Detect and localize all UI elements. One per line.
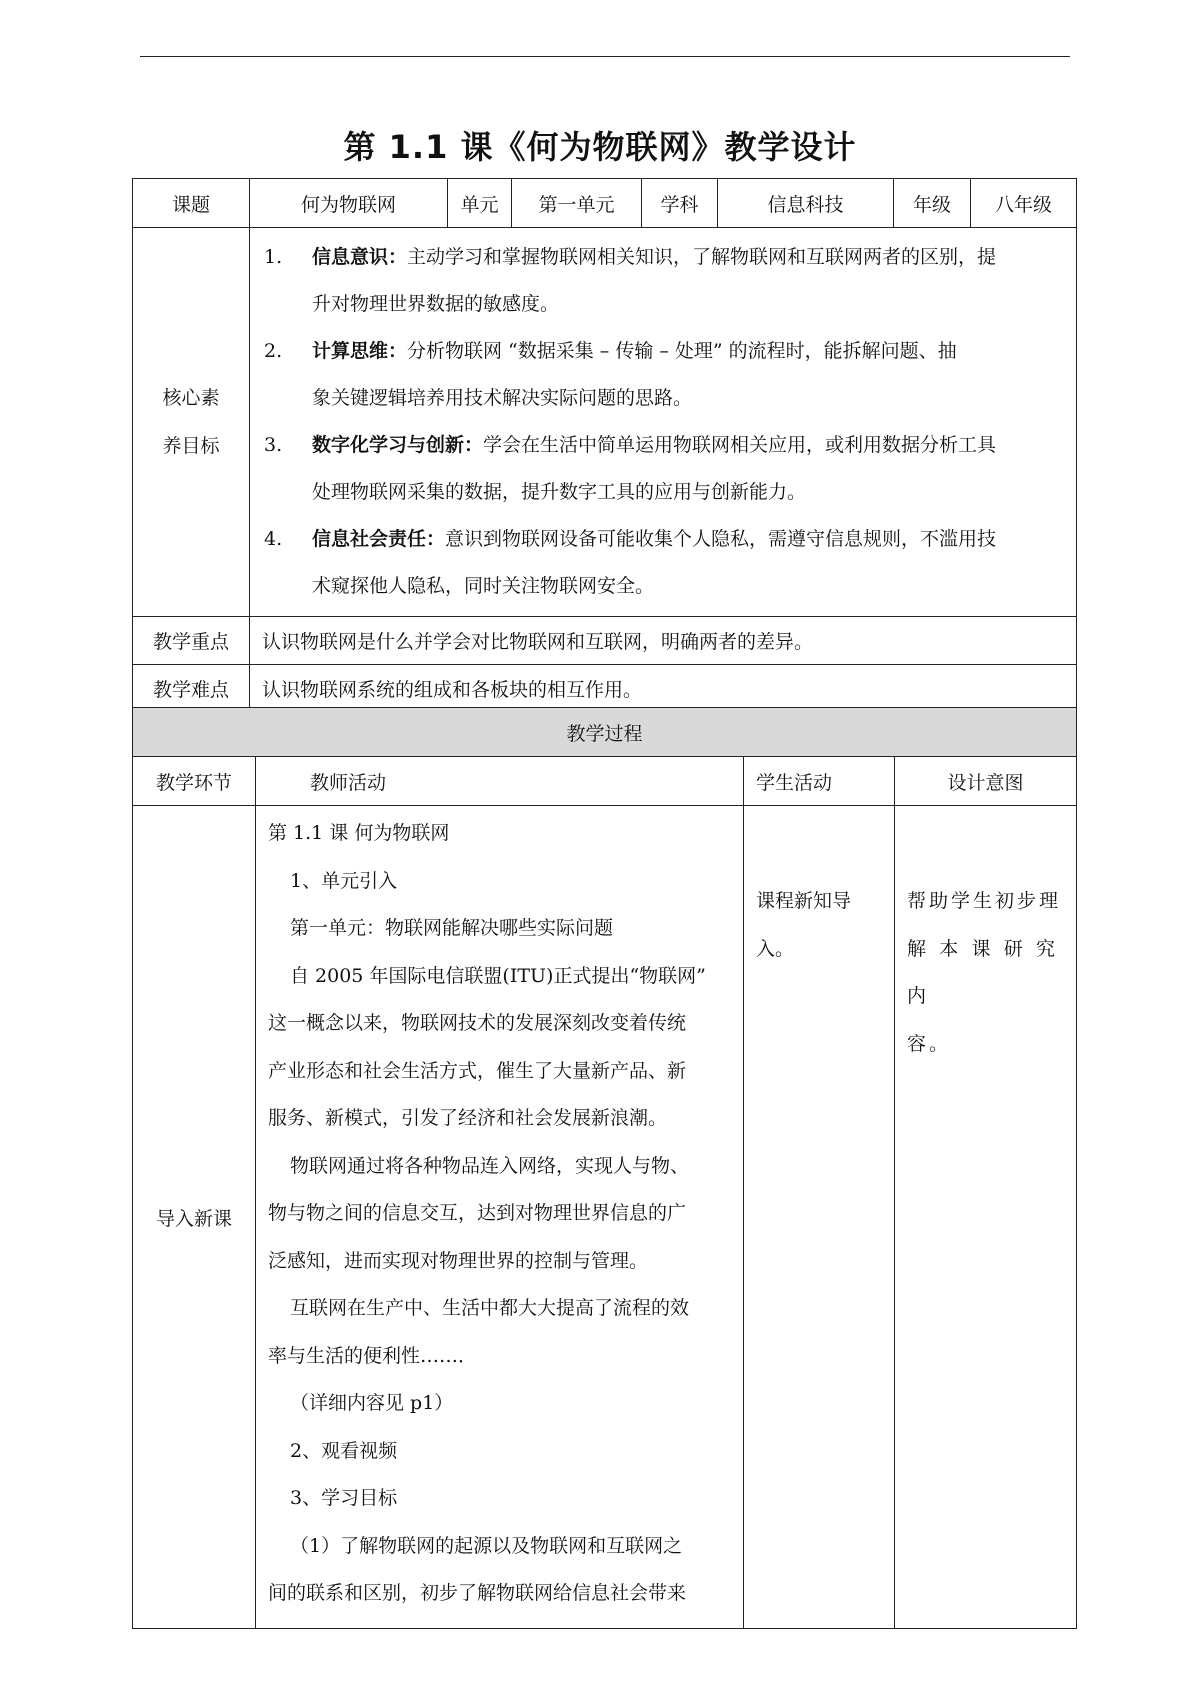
topic-value: 何为物联网	[250, 179, 448, 228]
lesson-info-table	[132, 178, 1077, 713]
goal-text: 分析物联网 “数据采集 – 传输 – 处理” 的流程时，能拆解问题、抽	[407, 340, 957, 362]
paragraph-line: 泛感知，进而实现对物理世界的控制与管理。	[268, 1249, 649, 1272]
design-intent-line: 解本课研究内	[907, 937, 1065, 1007]
student-activity-line: 课程新知导	[756, 890, 852, 912]
design-intent	[895, 806, 1077, 1629]
core-goals-content	[250, 228, 1077, 617]
process-row	[133, 806, 1077, 1629]
paragraph-line: 服务、新模式，引发了经济和社会发展新浪潮。	[268, 1107, 668, 1129]
unit-label: 单元	[448, 179, 512, 228]
grade-label: 年级	[894, 179, 971, 228]
goal-item	[260, 328, 1066, 422]
student-activity-header: 学生活动	[744, 757, 895, 806]
goal-text: 学会在生活中简单运用物联网相关应用，或利用数据分析工具	[483, 434, 997, 456]
key-point-value: 认识物联网是什么并学会对比物联网和互联网，明确两者的差异。	[250, 617, 1077, 665]
section-heading: 2、观看视频	[290, 1439, 398, 1462]
key-point-row	[133, 617, 1077, 665]
process-banner: 教学过程	[133, 708, 1077, 757]
grade-value: 八年级	[971, 179, 1077, 228]
student-activity-line: 入。	[756, 937, 795, 960]
design-intent-header: 设计意图	[895, 757, 1077, 806]
subject-value: 信息科技	[718, 179, 894, 228]
paragraph-line: 产业形态和社会生活方式，催生了大量新产品、新	[268, 1059, 687, 1082]
difficult-point-value: 认识物联网系统的组成和各板块的相互作用。	[250, 665, 1077, 713]
goal-text-continued: 处理物联网采集的数据，提升数字工具的应用与创新能力。	[312, 481, 807, 503]
paragraph-line: 自 2005 年国际电信联盟(ITU)正式提出“物联网”	[290, 964, 706, 987]
paragraph-line: 率与生活的便利性……．	[268, 1344, 478, 1367]
core-goals-label-line2: 养目标	[162, 435, 220, 457]
goal-item	[260, 422, 1066, 516]
goal-heading: 信息社会责任：	[312, 528, 446, 550]
section-heading: 3、学习目标	[290, 1487, 398, 1509]
topic-label: 课题	[133, 179, 250, 228]
paragraph-line: 这一概念以来，物联网技术的发展深刻改变着传统	[268, 1012, 687, 1034]
teacher-activity-header: 教师活动	[256, 757, 744, 806]
key-point-label: 教学重点	[133, 617, 250, 665]
process-banner-row	[133, 708, 1077, 757]
goal-text-continued: 升对物理世界数据的敏感度。	[312, 293, 560, 315]
core-goals-label	[133, 228, 250, 617]
goal-heading: 数字化学习与创新：	[312, 434, 484, 456]
design-intent-line: 帮助学生初步理	[907, 890, 1062, 912]
student-activity	[744, 806, 895, 1629]
design-intent-line: 容。	[907, 1032, 952, 1055]
paragraph-line: 物与物之间的信息交互，达到对物理世界信息的广	[268, 1202, 687, 1224]
core-goals-row	[133, 228, 1077, 617]
goal-item	[260, 516, 1066, 610]
goal-number: 4.	[264, 528, 283, 550]
objective-line: （1）了解物联网的起源以及物联网和互联网之	[290, 1534, 683, 1557]
goal-text: 主动学习和掌握物联网相关知识，了解物联网和互联网两者的区别，提	[407, 246, 997, 268]
goal-text: 意识到物联网设备可能收集个人隐私，需遵守信息规则，不滥用技	[445, 528, 997, 550]
unit-subtitle: 第一单元：物联网能解决哪些实际问题	[290, 917, 614, 939]
goal-number: 1.	[264, 246, 283, 268]
paragraph-line: 物联网通过将各种物品连入网络，实现人与物、	[290, 1154, 690, 1177]
subject-label: 学科	[642, 179, 718, 228]
lesson-heading: 第 1.1 课 何为物联网	[268, 822, 450, 844]
goal-text-continued: 象关键逻辑培养用技术解决实际问题的思路。	[312, 387, 693, 409]
reference-note: （详细内容见 p1）	[290, 1392, 454, 1414]
goal-heading: 信息意识：	[312, 246, 408, 268]
core-goals-label-line1: 核心素	[162, 387, 220, 409]
goal-text-continued: 术窥探他人隐私，同时关注物联网安全。	[312, 575, 655, 597]
process-header-row	[133, 757, 1077, 806]
section-heading: 1、单元引入	[290, 869, 398, 892]
paragraph-line: 互联网在生产中、生活中都大大提高了流程的效	[290, 1297, 690, 1319]
goal-item	[260, 234, 1066, 328]
teacher-activity	[256, 806, 744, 1629]
goal-number: 2.	[264, 340, 283, 362]
unit-value: 第一单元	[512, 179, 642, 228]
teaching-process-table	[132, 707, 1077, 1629]
objective-line: 间的联系和区别，初步了解物联网给信息社会带来	[268, 1582, 687, 1604]
difficult-point-label: 教学难点	[133, 665, 250, 713]
info-row	[133, 179, 1077, 228]
stage-name: 导入新课	[133, 806, 256, 1629]
difficult-point-row	[133, 665, 1077, 713]
page-title: 第 1.1 课《何为物联网》教学设计	[343, 128, 857, 166]
header-rule	[140, 56, 1070, 57]
stage-header: 教学环节	[133, 757, 256, 806]
goal-number: 3.	[264, 434, 283, 456]
goal-heading: 计算思维：	[312, 340, 408, 362]
